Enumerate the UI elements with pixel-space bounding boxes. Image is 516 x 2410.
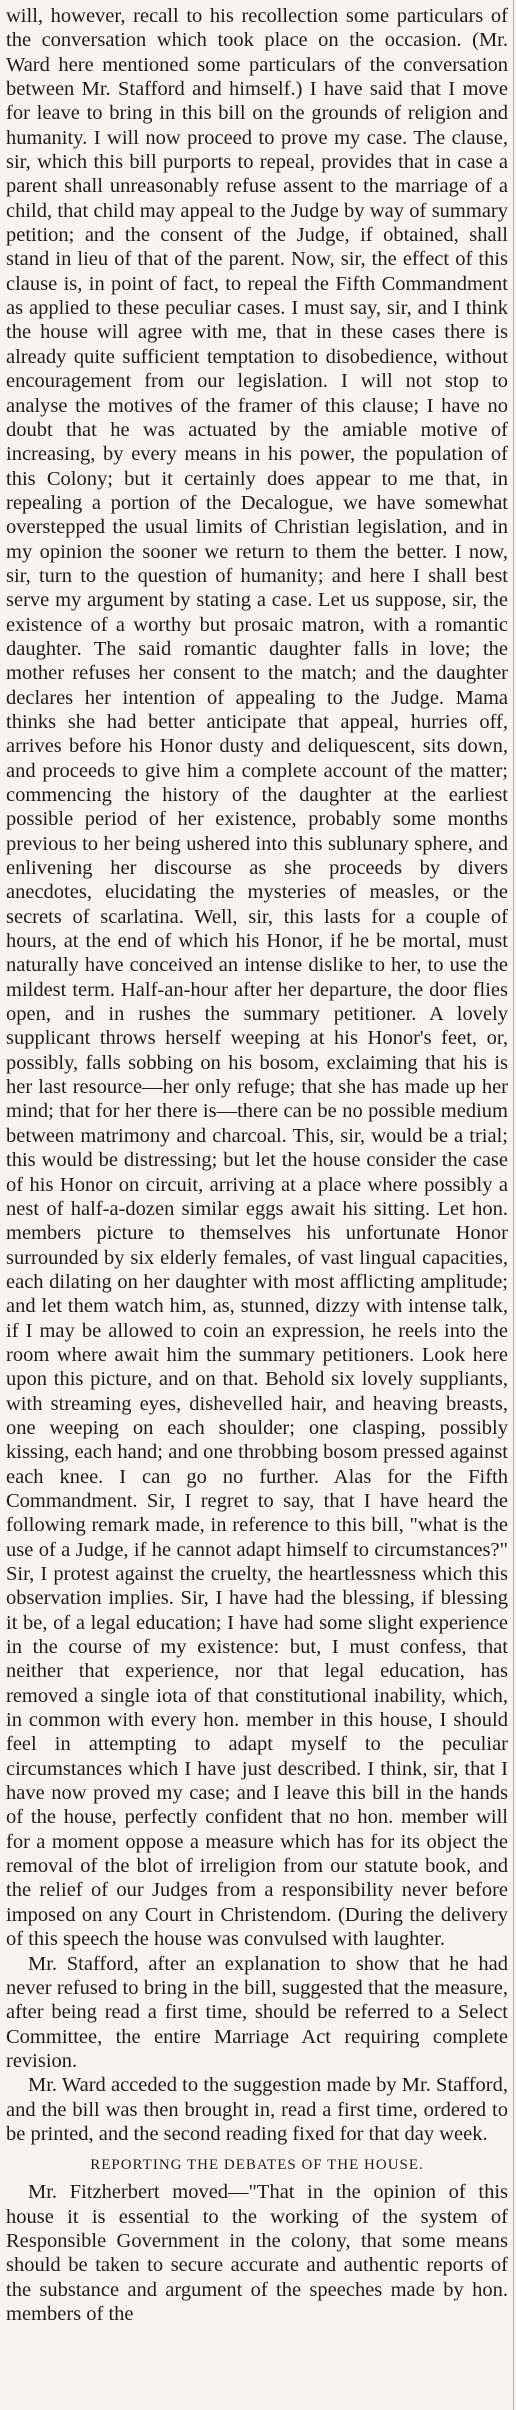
section-heading: REPORTING THE DEBATES OF THE HOUSE. (90, 2157, 424, 2174)
ward-paragraph: Mr. Ward acceded to the suggestion made by Mr. Stafford, and the bill was then brought in, read a first time, ordered to be printed, and the second reading fixed for that day week. (6, 2074, 508, 2145)
fitzherbert-paragraph: Mr. Fitzherbert moved—"That in the opinion of this house it is essential to the working of the system of Responsible Government in the colony, that some means should be taken to secure accurate and authentic reports of the substance and argument of the speeches made by hon. members of the (6, 2181, 508, 2325)
column-rule (513, 0, 514, 2410)
speech-paragraph: will, however, recall to his recollection some particulars of the conversation which took place on the occasion. (Mr. Ward here mentioned some particulars of the conversation between Mr. Stafford and himself.) I have said that I move for leave to bring in this bill on the grounds of religion and humanity. I will now proceed to prove my case. The clause, sir, which this bill purports to repeal, provides that in case a parent shall unreasonably refuse assent to the marriage of a child, that child may appeal to the Judge by way of summary petition; and the consent of the Judge, if obtained, shall stand in lieu of that of the parent. Now, sir, the effect of this clause is, in point of fact, to repeal the Fifth Commandment as applied to these peculiar cases. I must say, sir, and I think the house will agree with me, that in these cases there is already quite sufficient temptation to disobedience, without encouragement from our legislation. I will not stop to analyse the motives of the framer of this clause; I have no doubt that he was actuated by the amiable motive of increasing, by every means in his power, the population of this Colony; but it certainly does appear to me that, in repealing a portion of the Decalogue, we have somewhat overstepped the usual limits of Christian legislation, and in my opinion the sooner we return to them the better. I now, sir, turn to the question of humanity; and here I shall best serve my argument by stating a case. Let us suppose, sir, the existence of a worthy but prosaic matron, with a romantic daughter. The said romantic daughter falls in love; the mother refuses her consent to the match; and the daughter declares her intention of appealing to the Judge. Mama thinks she had better anticipate that appeal, hurries off, arrives before his Honor dusty and deliquescent, sits down, and proceeds to give him a complete account of the matter; commencing the history of the daughter at the earliest possible period of her existence, probably some months previous to her being ushered into this sublunary sphere, and enlivening her discourse as she proceeds by divers anecdotes, elucidating the mysteries of measles, or the secrets of scarlatina. Well, sir, this lasts for a couple of hours, at the end of which his Honor, if he be mortal, must naturally have conceived an intense dislike to her, to use the mildest term. Half-an-hour after her departure, the door flies open, and in rushes the summary petitioner. A lovely supplicant throws herself weeping at his Honor's feet, or, possibly, falls sobbing on his bosom, exclaiming that his is her last resource—her only refuge; that she has made up her mind; that for her there is—there can be no possible medium between matrimony and charcoal. This, sir, would be a trial; this would be distressing; but let the house consider the case of his Honor on circuit, arriving at a place where possibly a nest of half-a-dozen similar eggs await his sitting. Let hon. members picture to themselves his unfortunate Honor surrounded by six elderly females, of vast lingual capacities, each dilating on her daughter with most afflicting amplitude; and let them watch him, as, stunned, dizzy with intense talk, if I may be allowed to coin an expression, he reels into the room where await him the summary petitioners. Look here upon this picture, and on that. Behold six lovely suppliants, with streaming eyes, dishevelled hair, and heaving breasts, one weeping on each shoulder; one clasping, possibly kissing, each hand; and one throbbing bosom pressed against each knee. I can go no further. Alas for the Fifth Commandment. Sir, I regret to say, that I have heard the following remark made, in reference to this bill, "what is the use of a Judge, if he cannot adapt himself to circumstances?" Sir, I protest against the cruelty, the heartlessness which this observation implies. Sir, I have had the blessing, if blessing it be, of a legal education; I have had some slight experience in the course of my existence: but, I must confess, that neither that experience, nor that legal education, has removed a single iota of that constitutional inability, which, in common with every hon. member in this house, I should feel in attempting to adapt myself to the peculiar circumstances which I have just described. I think, sir, that I have now proved my case; and I leave this bill in the hands of the house, perfectly confident that no hon. member will for a moment oppose a measure which has for its object the removal of the blot of irreligion from our statute book, and the relief of our Judges from a responsibility never before imposed on any Court in Christendom. (During the delivery of this speech the house was convulsed with laughter. (6, 5, 508, 1951)
stafford-paragraph: Mr. Stafford, after an explanation to show that he had never refused to bring in the bill, suggested that the measure, after being read a first time, should be referred to a Select Committee, the entire Marriage Act requiring complete revision. (6, 1952, 508, 2072)
